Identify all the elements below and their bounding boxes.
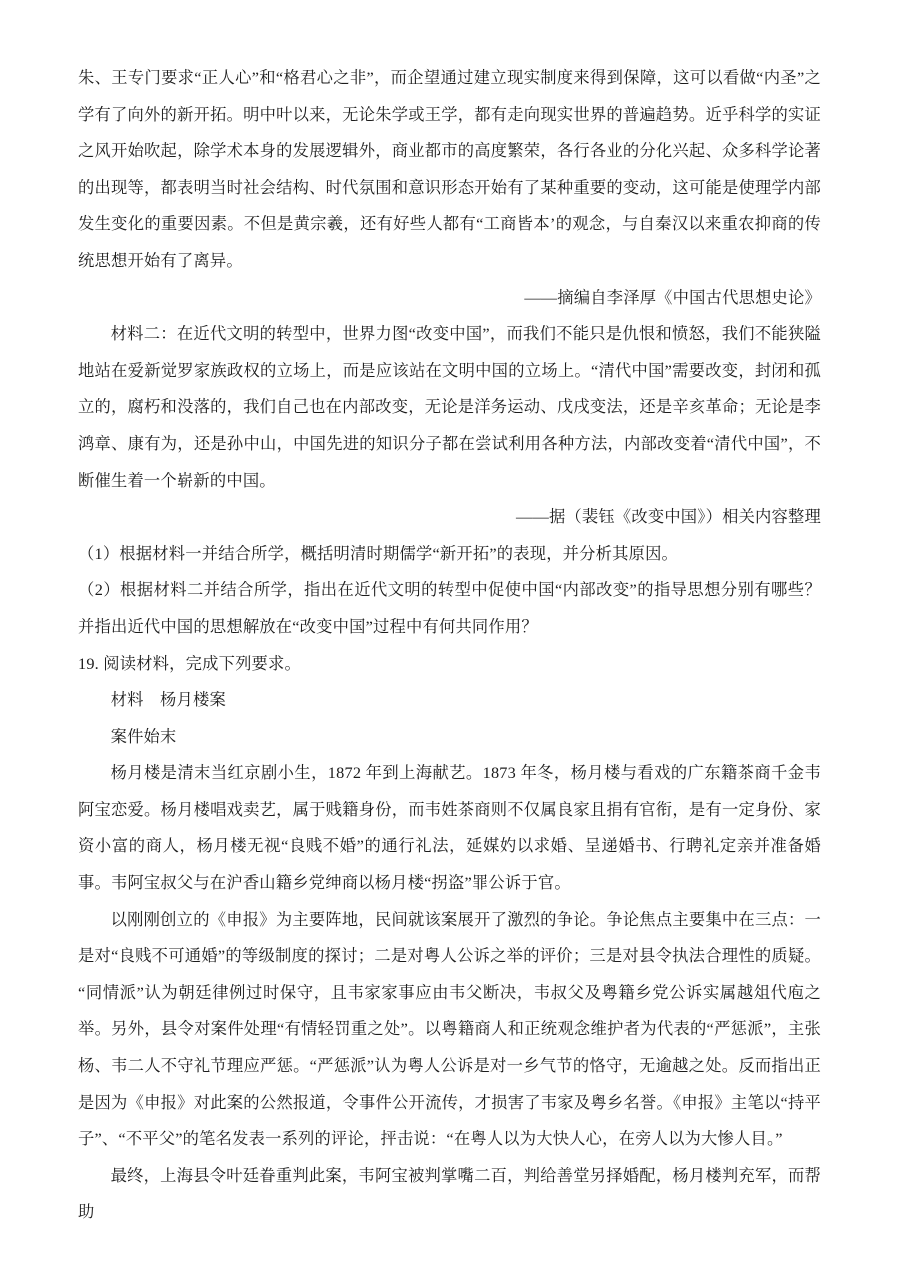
material-title-line: 材料 杨月楼案 bbox=[110, 690, 226, 710]
question-2-line: （2）根据材料二并结合所学，指出在近代文明的转型中促使中国“内部改变”的指导思想分别有哪些？并指出近代中国的思想解放在“改变中国”过程中有何共同作用？ bbox=[78, 580, 821, 636]
item-19-intro-line: 19. 阅读材料，完成下列要求。 bbox=[78, 653, 301, 673]
material2-source-line: ——据（裴钰《改变中国》）相关内容整理 bbox=[515, 507, 821, 527]
case-paragraph-3: 最终，上海县令叶廷眷重判此案，韦阿宝被判掌嘴二百，判给善堂另择婚配，杨月楼判充军，而帮助 bbox=[78, 1165, 821, 1222]
section-label-line: 案件始末 bbox=[110, 726, 177, 746]
question-1-line: （1）根据材料一并结合所学，概括明清时期儒学“新开拓”的表现，并分析其原因。 bbox=[78, 543, 679, 563]
material1-source-line: ——摘编自李泽厚《中国古代思想史论》 bbox=[524, 287, 821, 307]
material1-continuation-paragraph: 朱、王专门要求“正人心”和“格君心之非”，而企望通过建立现实制度来得到保障，这可以看做“内圣”之学有了向外的新开拓。明中叶以来，无论朱学或王学，都有走向现实世界的普遍趋势。近乎科学的实证之风开始吹起，除学术本身的发展逻辑外，商业都市的高度繁荣，各行各业的分化兴起、众多科学论著的出现等，都表明当时社会结构、时代氛围和意识形态开始有了某种重要的变动，这可能是使理学内部发生变化的重要因素。不但是黄宗羲，还有好些人都有“工商皆本’的观念，与自秦汉以来重农抑商的传统思想开始有了离异。 bbox=[78, 68, 821, 270]
case-paragraph-1: 杨月楼是清末当红京剧小生，1872 年到上海献艺。1873 年冬，杨月楼与看戏的广东籍茶商千金韦阿宝恋爱。杨月楼唱戏卖艺，属于贱籍身份，而韦姓茶商则不仅属良家且捐有官衔，是有一定身份、家资小富的商人，杨月楼无视“良贱不婚”的通行礼法，延媒妁以求婚、呈递婚书、行聘礼定亲并准备婚事。韦阿宝叔父与在沪香山籍乡党绅商以杨月楼“拐盗”罪公诉于官。 bbox=[78, 763, 821, 893]
material2-paragraph: 材料二：在近代文明的转型中，世界力图“改变中国”，而我们不能只是仇恨和愤怒，我们不能狭隘地站在爱新觉罗家族政权的立场上，而是应该站在文明中国的立场上。“清代中国”需要改变，封闭和孤立的，腐朽和没落的，我们自己也在内部改变，无论是洋务运动、戊戌变法，还是辛亥革命；无论是李鸿章、康有为，还是孙中山，中国先进的知识分子都在尝试利用各种方法，内部改变着“清代中国”，不断催生着一个崭新的中国。 bbox=[78, 324, 821, 490]
case-paragraph-2: 以刚刚创立的《申报》为主要阵地，民间就该案展开了激烈的争论。争论焦点主要集中在三点：一是对“良贱不可通婚”的等级制度的探讨；二是对粤人公诉之举的评价；三是对县令执法合理性的质疑。“同情派”认为朝廷律例过时保守，且韦家家事应由韦父断决，韦叔父及粤籍乡党公诉实属越俎代庖之举。另外，县令对案件处理“有情轻罚重之处”。以粤籍商人和正统观念维护者为代表的“严惩派”，主张杨、韦二人不守礼节理应严惩。“严惩派”认为粤人公诉是对一乡气节的恪守，无逾越之处。反而指出正是因为《申报》对此案的公然报道，令事件公开流传，才损害了韦家及粤乡名誉。《申报》主笔以“持平子”、“不平父”的笔名发表一系列的评论，抨击说：“在粤人以为大快人心，在旁人以为大惨人目。” bbox=[78, 909, 821, 1149]
